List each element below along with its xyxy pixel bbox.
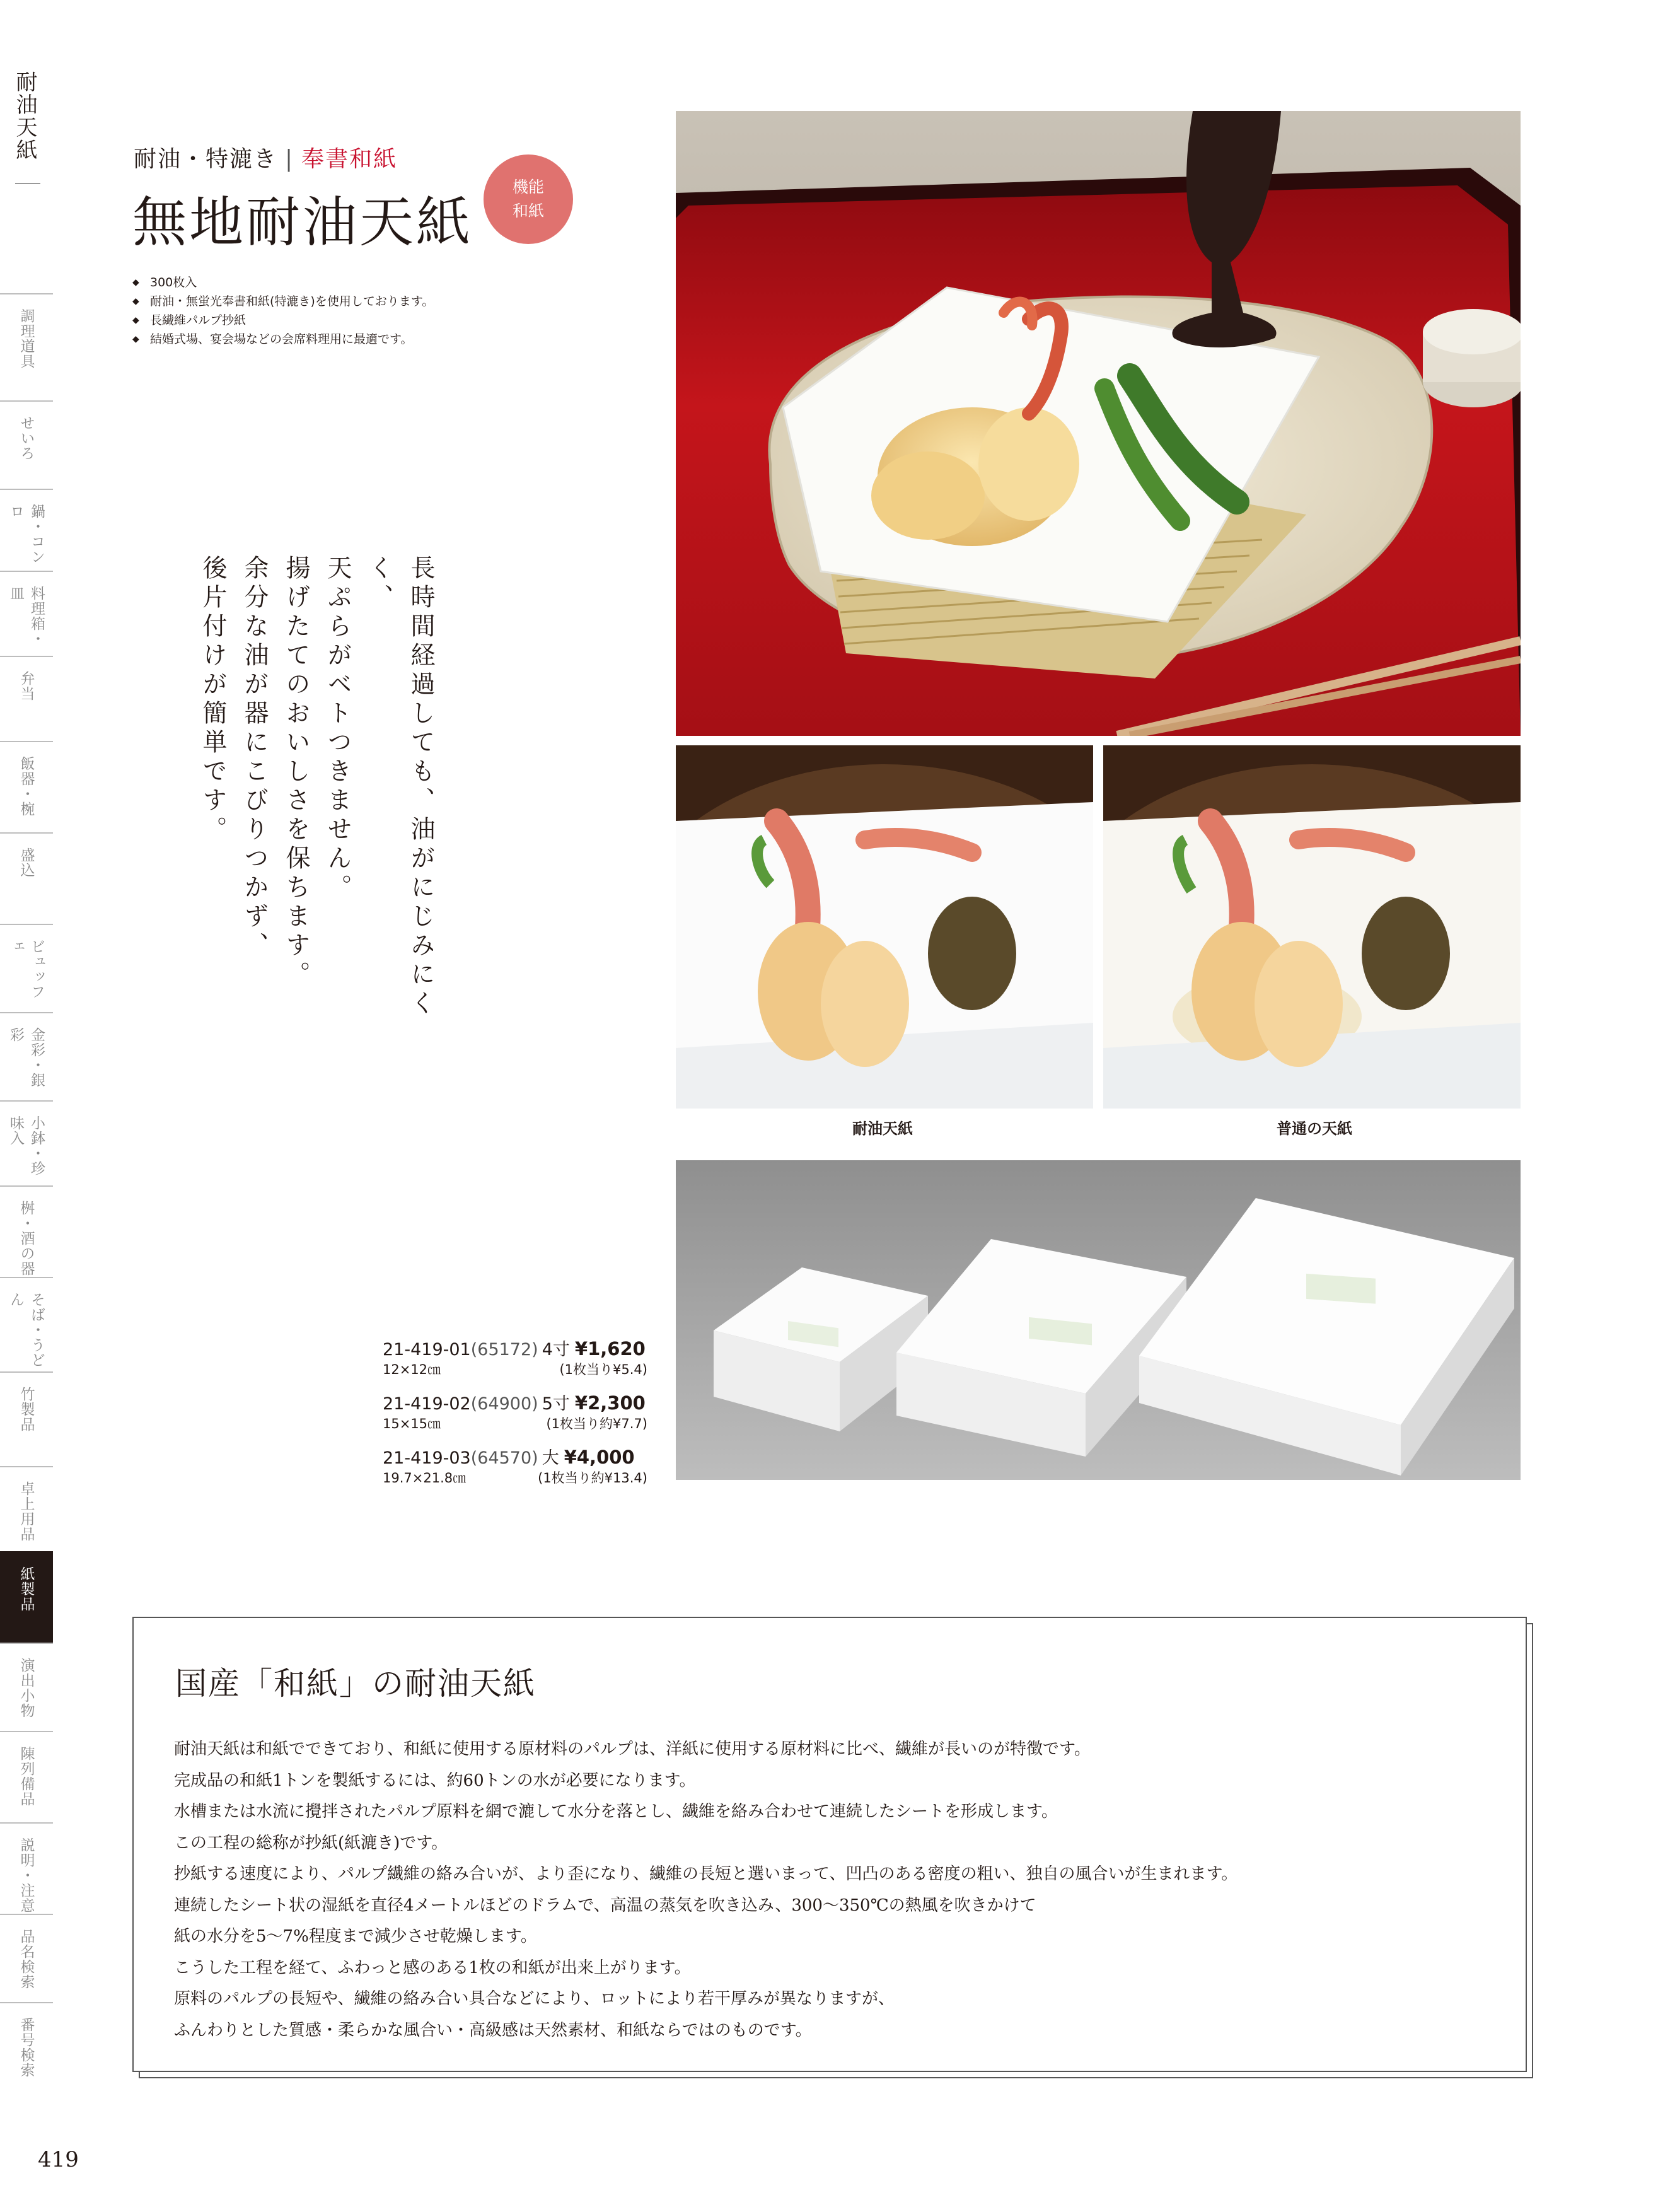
normal-paper-photo [1103,745,1521,1109]
info-paragraph: 水槽または水流に攪拌されたパルプ原料を網で漉して水分を落とし、繊維を絡み合わせて連続したシートを形成します。 [174,1802,1058,1821]
sidebar-tab-label: 鍋・コンロ [8,504,45,564]
index-sidebar [0,0,53,2212]
sidebar-tab-label: 番号検索 [18,2017,35,2078]
price: ¥2,300 [574,1392,646,1414]
sidebar-tab-label: 陳列備品 [18,1746,35,1807]
sidebar-tab-label: 卓上用品 [18,1481,35,1542]
unit-price: (1枚当り¥5.4) [559,1362,647,1377]
sidebar-tab-label: 演出小物 [18,1658,35,1718]
sidebar-tab[interactable] [0,1371,53,1467]
sidebar-tab[interactable] [0,1731,53,1824]
sidebar-tab-label: 紙製品 [18,1566,35,1612]
unit-price: (1枚当り約¥13.4) [538,1470,647,1486]
category-label: 耐油・特漉き [134,146,278,172]
sidebar-tab[interactable] [0,741,53,834]
info-paragraph: 耐油天紙は和紙でできており、和紙に使用する原材料のパルプは、洋紙に使用する原材料に比べ、繊維が長いのが特徴です。 [174,1740,1091,1759]
oilproof-caption: 耐油天紙 [852,1120,913,1138]
sidebar-tab-label: 弁当 [18,671,35,701]
sidebar-tab[interactable] [0,924,53,1013]
sidebar-tab[interactable] [0,2002,53,2095]
sidebar-tab[interactable] [0,1100,53,1187]
product-code: 21-419-01 [383,1340,471,1359]
main-photo-illustration [676,111,1521,736]
sidebar-tab[interactable] [0,293,53,402]
sidebar-tab-label: 品名検索 [18,1929,35,1989]
info-paragraph: 抄紙する速度により、パルプ繊維の絡み合いが、より歪になり、繊維の長短と選いまって、凹凸のある密度の粗い、独自の風合いが生まれます。 [174,1865,1238,1883]
size-label: 4寸 [542,1340,570,1359]
feature-item: ◆ 長繊維パルプ抄紙 [132,311,434,330]
catch-line: 長時間経過しても、油がにじみにくく、 [365,555,435,1019]
catch-copy [199,555,441,1034]
info-title: 国産「和紙」の耐油天紙 [175,1665,536,1702]
product-code: 21-419-02 [383,1394,471,1414]
sidebar-tab-label: せいろ [18,416,35,461]
alt-code: (64900) [470,1394,538,1414]
product-code: 21-419-03 [383,1448,471,1468]
sidebar-tab[interactable] [0,1185,53,1278]
sidebar-tab[interactable] [0,400,53,490]
normal-photo-illustration [1103,745,1521,1109]
alt-code: (64570) [470,1448,538,1468]
badge-line-1: 機能 [512,178,544,196]
sidebar-tab-label: 桝・酒の器 [18,1201,35,1276]
alt-code: (65172) [470,1340,538,1359]
package-illustration [676,1160,1521,1480]
catch-line: 後片付けが簡単です。 [199,555,227,845]
catch-line: 余分な油が器にこびりつかず、 [240,555,269,961]
badge-line-2: 和紙 [512,202,544,220]
dimensions: 19.7×21.8㎝ [383,1470,467,1486]
sidebar-tab-label: 調理道具 [18,308,35,369]
category-line [134,141,397,173]
page-number: 419 [38,2147,79,2172]
dimensions: 12×12㎝ [383,1362,441,1377]
unit-price: (1枚当り約¥7.7) [546,1416,647,1431]
sidebar-tab[interactable] [0,489,53,572]
feature-item: ◆ 300枚入 [132,273,434,292]
oilproof-paper-photo [676,745,1093,1109]
section-title-divider [15,183,40,184]
main-tempura-photo [676,111,1521,736]
sidebar-tab-label: 盛込 [18,847,35,878]
sidebar-tab[interactable] [0,1466,53,1552]
sidebar-tab-label: 料理箱・皿 [8,586,45,646]
catch-line: 天ぷらがベトつきません。 [323,555,352,903]
dimensions: 15×15㎝ [383,1416,441,1431]
sidebar-tab[interactable] [0,656,53,742]
price-row [383,1390,647,1444]
catch-line: 揚げたてのおいしさを保ちます。 [282,555,310,990]
size-label: 5寸 [542,1394,570,1414]
product-title: 無地耐油天紙 [132,191,473,254]
price-row [383,1444,647,1498]
sidebar-tab[interactable] [0,1277,53,1373]
info-paragraph: この工程の総称が抄紙(紙漉き)です。 [174,1833,448,1853]
sidebar-tab[interactable] [0,1914,53,2003]
sidebar-tab-label: 小鉢・珍味入 [8,1115,45,1176]
sidebar-tab-label: 金彩・銀彩 [8,1027,45,1088]
function-washi-badge [484,154,573,244]
price: ¥1,620 [574,1338,646,1359]
sidebar-tab-label: 説明・注意 [18,1837,35,1913]
price: ¥4,000 [564,1447,635,1468]
brand-label: 奉書和紙 [301,146,398,172]
info-paragraph: 紙の水分を5〜7%程度まで減少させ乾燥します。 [174,1927,537,1946]
section-title: 耐油天紙 [12,71,37,161]
sidebar-tab[interactable] [0,1551,53,1644]
info-paragraph: 連続したシート状の湿紙を直径4メートルほどのドラムで、高温の蒸気を吹き込み、300〜350℃の熱風を吹きかけて [174,1895,1036,1915]
sidebar-tab[interactable] [0,571,53,657]
oilproof-photo-illustration [676,745,1093,1109]
sidebar-tab[interactable] [0,832,53,925]
price-row [383,1336,647,1390]
size-label: 大 [542,1448,559,1468]
info-paragraph: こうした工程を経て、ふわっと感のある1枚の和紙が出来上がります。 [174,1958,691,1977]
normal-caption: 普通の天紙 [1277,1120,1352,1138]
product-package-photo [676,1160,1521,1480]
info-paragraph: ふんわりとした質感・柔らかな風合い・高級感は天然素材、和紙ならではのものです。 [174,2020,812,2040]
category-separator: | [285,146,294,172]
feature-item: ◆ 結婚式場、宴会場などの会席料理用に最適です。 [132,330,434,349]
feature-list [132,273,434,349]
sidebar-tab[interactable] [0,1822,53,1915]
feature-item: ◆ 耐油・無蛍光奉書和紙(特漉き)を使用しております。 [132,292,434,311]
sidebar-tab-label: ビュッフェ [8,939,45,999]
sidebar-tab-label: そば・うどん [8,1292,45,1368]
sidebar-tab-label: 飯器・椀 [18,756,35,817]
info-paragraph: 完成品の和紙1トンを製紙するには、約60トンの水が必要になります。 [174,1771,696,1790]
sidebar-tab-label: 竹製品 [18,1387,35,1432]
info-paragraph: 原料のパルプの長短や、繊維の絡み合い具合などにより、ロットにより若干厚みが異なりますが、 [174,1989,895,2008]
price-list [383,1336,647,1498]
sidebar-tab[interactable] [0,1012,53,1102]
sidebar-tab[interactable] [0,1643,53,1732]
info-body [174,1734,1485,2046]
